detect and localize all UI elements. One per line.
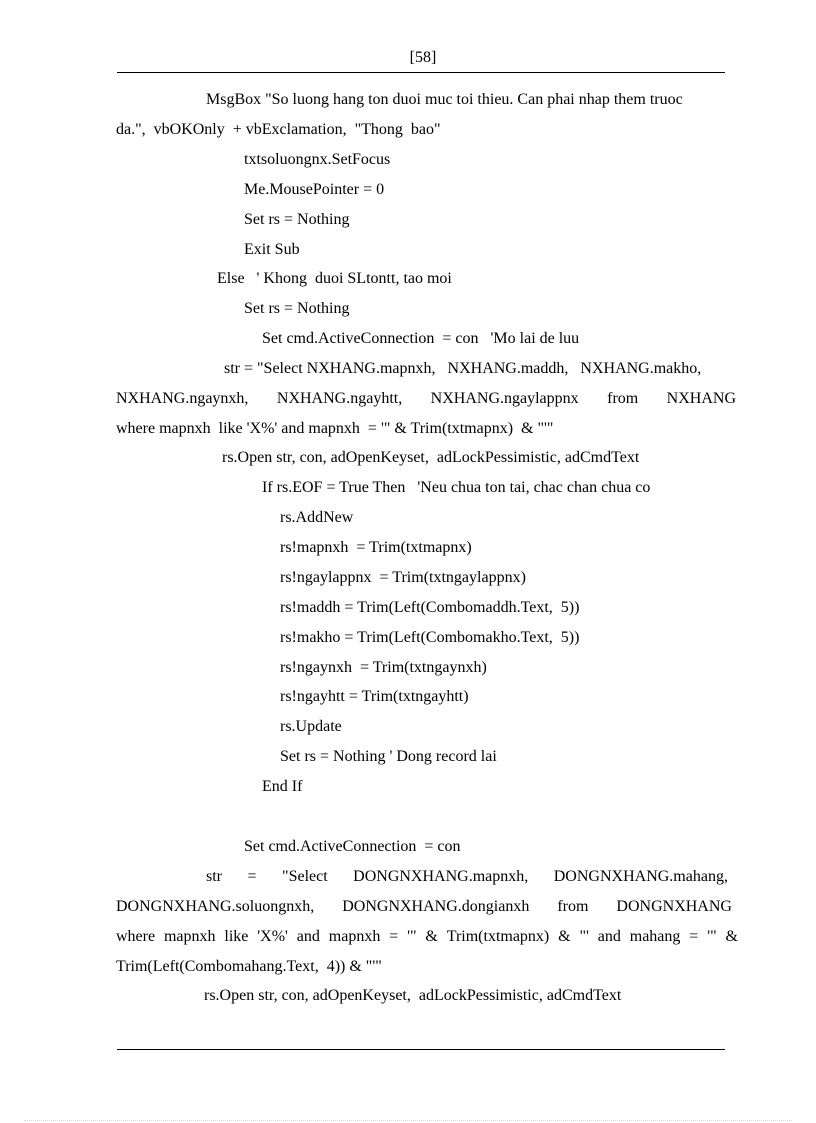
code-line-1: MsgBox "So luong hang ton duoi muc toi thieu. Can phai nhap them truoc bbox=[206, 91, 683, 108]
code-line-30: rs.Open str, con, adOpenKeyset, adLockPessimistic, adCmdText bbox=[204, 987, 622, 1004]
code-word: from bbox=[557, 898, 589, 915]
code-word: mapnxh bbox=[328, 928, 381, 945]
code-word: = bbox=[689, 928, 699, 945]
code-word: "Select bbox=[282, 868, 328, 885]
code-word: DONGNXHANG.mahang, bbox=[553, 868, 728, 885]
code-line-10: str = "Select NXHANG.mapnxh, NXHANG.maddh, NXHANG.makho, bbox=[224, 360, 702, 377]
code-line-5: Set rs = Nothing bbox=[244, 211, 350, 228]
code-line-26 bbox=[206, 867, 728, 887]
code-word: '" bbox=[407, 928, 417, 945]
code-word: DONGNXHANG bbox=[616, 898, 732, 915]
code-word: from bbox=[607, 390, 639, 407]
code-line-9: Set cmd.ActiveConnection = con 'Mo lai de luu bbox=[262, 330, 580, 347]
code-word: = bbox=[389, 928, 399, 945]
code-word: DONGNXHANG.dongianxh bbox=[342, 898, 530, 915]
code-word: DONGNXHANG.soluongnxh, bbox=[116, 898, 315, 915]
code-line-23: Set rs = Nothing ' Dong record lai bbox=[280, 748, 497, 765]
code-word: and bbox=[296, 928, 320, 945]
code-line-17: rs!ngaylappnx = Trim(txtngaylappnx) bbox=[280, 569, 526, 586]
code-line-14: If rs.EOF = True Then 'Neu chua ton tai, chac chan chua co bbox=[262, 479, 651, 496]
code-word: str bbox=[206, 868, 222, 885]
code-line-18: rs!maddh = Trim(Left(Combomaddh.Text, 5)) bbox=[280, 599, 580, 616]
code-line-22: rs.Update bbox=[280, 718, 342, 735]
code-line-7: Else ' Khong duoi SLtontt, tao moi bbox=[217, 270, 452, 287]
code-word: like bbox=[224, 928, 249, 945]
code-line-6: Exit Sub bbox=[244, 241, 300, 258]
code-word: NXHANG bbox=[666, 390, 736, 407]
code-word: Trim(txtmapnx) bbox=[446, 928, 550, 945]
code-line-27 bbox=[116, 897, 732, 917]
code-word: NXHANG.ngaynxh, bbox=[116, 390, 249, 407]
code-word: DONGNXHANG.mapnxh, bbox=[353, 868, 529, 885]
code-word: & bbox=[425, 928, 438, 945]
code-word: & bbox=[558, 928, 571, 945]
code-word: and bbox=[597, 928, 621, 945]
code-word: = bbox=[247, 868, 257, 885]
code-word: NXHANG.ngaylappnx bbox=[430, 390, 579, 407]
code-line-19: rs!makho = Trim(Left(Combomakho.Text, 5)) bbox=[280, 629, 580, 646]
code-line-11 bbox=[116, 389, 736, 409]
code-word: mapnxh bbox=[163, 928, 216, 945]
code-word: mahang bbox=[629, 928, 681, 945]
code-line-28 bbox=[116, 927, 738, 947]
code-line-20: rs!ngaynxh = Trim(txtngaynxh) bbox=[280, 659, 487, 676]
code-word: NXHANG.ngayhtt, bbox=[276, 390, 403, 407]
code-line-25: Set cmd.ActiveConnection = con bbox=[244, 838, 461, 855]
code-line-12: where mapnxh like 'X%' and mapnxh = '" & Trim(txtmapnx) & "'" bbox=[116, 420, 554, 437]
code-line-2: da.", vbOKOnly + vbExclamation, "Thong bao" bbox=[116, 121, 441, 138]
code-line-4: Me.MousePointer = 0 bbox=[244, 181, 385, 198]
code-line-13: rs.Open str, con, adOpenKeyset, adLockPessimistic, adCmdText bbox=[222, 449, 640, 466]
footer-rule bbox=[117, 1049, 725, 1050]
page-edge bbox=[24, 1120, 792, 1121]
code-line-8: Set rs = Nothing bbox=[244, 300, 350, 317]
code-line-29: Trim(Left(Combomahang.Text, 4)) & "'" bbox=[116, 958, 382, 975]
code-line-15: rs.AddNew bbox=[280, 509, 354, 526]
code-line-21: rs!ngayhtt = Trim(txtngayhtt) bbox=[280, 688, 469, 705]
code-line-16: rs!mapnxh = Trim(txtmapnx) bbox=[280, 539, 472, 556]
code-word: 'X%' bbox=[257, 928, 288, 945]
code-line-24: End If bbox=[262, 778, 303, 795]
code-word: "' bbox=[579, 928, 589, 945]
code-word: & bbox=[725, 928, 738, 945]
header-rule bbox=[117, 72, 725, 73]
code-line-3: txtsoluongnx.SetFocus bbox=[244, 151, 391, 168]
code-word: where bbox=[116, 928, 156, 945]
code-word: '" bbox=[707, 928, 717, 945]
page-number: [58] bbox=[409, 49, 437, 66]
